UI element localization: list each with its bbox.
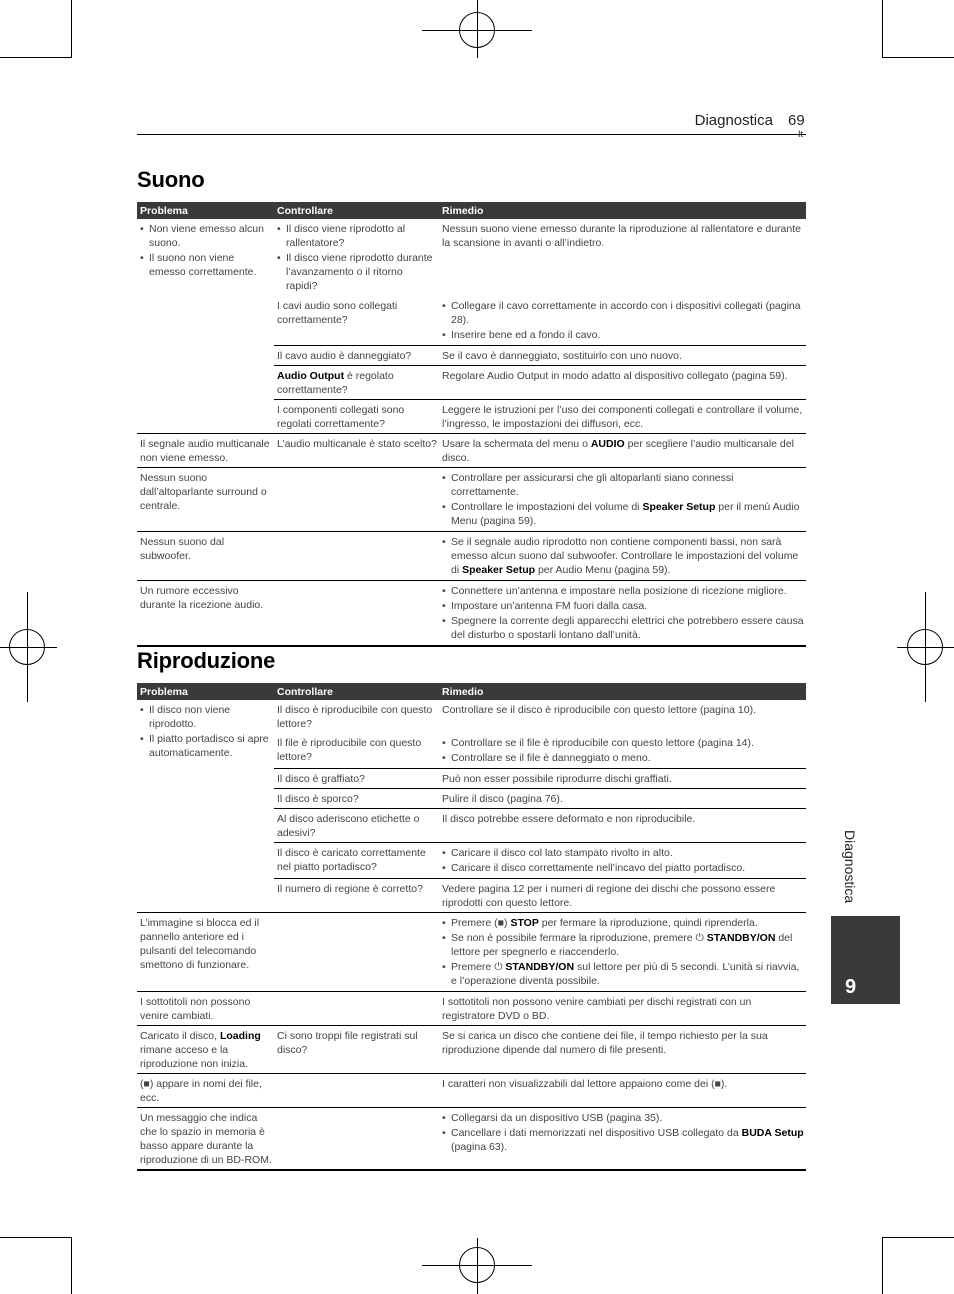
remedy-cell: I sottotitoli non possono venire cambiati per dischi registrati con un registratore DVD o BD.: [439, 992, 806, 1026]
check-cell: [274, 581, 439, 647]
list-item: • Il disco non viene riprodotto.: [140, 703, 272, 731]
remedy-cell: [439, 733, 806, 769]
setting-name: Speaker Setup: [642, 501, 716, 513]
remedy-text: Usare la schermata del menu o: [442, 438, 591, 450]
col-header-problem: Problema: [137, 683, 274, 700]
problem-cell: (■) appare in nomi dei file, ecc.: [137, 1074, 274, 1108]
col-header-remedy: Rimedio: [439, 683, 806, 700]
sound-table: [137, 202, 806, 647]
button-name: STANDBY/ON: [505, 961, 575, 973]
crop-mark: [71, 0, 72, 58]
problem-text: Caricato il disco,: [140, 1030, 220, 1042]
table-row: [137, 700, 806, 733]
remedy-cell: Se si carica un disco che contiene dei file, il tempo richiesto per la sua riproduzione dipende dal numero di file presenti.: [439, 1026, 806, 1074]
col-header-check: Controllare: [274, 683, 439, 700]
remedy-text: Premere (: [451, 917, 498, 929]
table-row: [137, 1074, 806, 1108]
table-row: [137, 434, 806, 468]
remedy-cell: Se il cavo è danneggiato, sostituirlo con uno nuovo.: [439, 346, 806, 366]
check-cell: Ci sono troppi file registrati sul disco?: [274, 1026, 439, 1074]
check-cell: Il disco è graffiato?: [274, 769, 439, 789]
check-cell: Al disco aderiscono etichette o adesivi?: [274, 809, 439, 843]
problem-cell: [137, 700, 274, 913]
table-header-row: [137, 202, 806, 219]
problem-cell: Un messaggio che indica che lo spazio in memoria è basso appare durante la riproduzione di un BD-ROM.: [137, 1108, 274, 1171]
table-row: [137, 532, 806, 581]
col-header-remedy: Rimedio: [439, 202, 806, 219]
check-cell: I componenti collegati sono regolati correttamente?: [274, 400, 439, 434]
remedy-text: per scegliere l’audio multicanale del disco.: [442, 438, 794, 464]
remedy-cell: [439, 296, 806, 346]
power-icon: ⏻: [695, 932, 704, 944]
list-item: • Connettere un’antenna e impostare nella posizione di ricezione migliore.: [442, 584, 804, 598]
crop-mark: [0, 57, 72, 58]
list-item: • Caricare il disco col lato stampato rivolto in alto.: [442, 846, 804, 860]
remedy-text: sul lettore per più di 5 secondi. L’unità si riavvia, e l’operazione diventa possibile.: [451, 961, 800, 987]
list-item: [442, 916, 804, 930]
check-cell: I cavi audio sono collegati correttamente?: [277, 300, 398, 326]
remedy-text: ): [504, 917, 511, 929]
remedy-cell: [439, 1108, 806, 1171]
section-title-playback: Riproduzione: [137, 648, 276, 673]
list-item: • Collegarsi da un dispositivo USB (pagina 35).: [442, 1111, 804, 1125]
check-cell: [274, 219, 439, 296]
page-number: 69: [788, 112, 805, 129]
remedy-text: per il menù Audio Menu (pagina 59).: [451, 501, 800, 527]
check-cell: Il disco è caricato correttamente nel piatto portadisco?: [274, 843, 439, 879]
check-cell: [274, 913, 439, 992]
list-item: • Impostare un’antenna FM fuori dalla casa.: [442, 599, 804, 613]
list-item: • Il disco viene riprodotto durante l’avanzamento o il ritorno rapidi?: [277, 251, 437, 293]
remedy-text: del lettore per spegnerlo e riaccenderlo.: [451, 932, 793, 958]
check-cell: L’audio multicanale è stato scelto?: [274, 434, 439, 468]
setting-name: BUDA Setup: [741, 1127, 804, 1139]
crop-mark: [882, 1237, 883, 1294]
chapter-number: 9: [845, 976, 857, 998]
check-cell: Il cavo audio è danneggiato?: [274, 346, 439, 366]
crop-mark: [0, 1237, 72, 1238]
problem-cell: Il segnale audio multicanale non viene emesso.: [137, 434, 274, 468]
list-item: [442, 1126, 804, 1154]
remedy-text: (pagina 63).: [451, 1141, 508, 1153]
list-item: • Il suono non viene emesso correttamente.: [140, 251, 272, 279]
list-item: • Spegnere la corrente degli apparecchi elettrici che potrebbero essere causa del disturbo o spostarli lontano dall’unità.: [442, 614, 804, 642]
remedy-cell: Pulire il disco (pagina 76).: [439, 789, 806, 809]
header-title: Diagnostica: [694, 112, 773, 129]
playback-table: [137, 683, 806, 1171]
check-cell: Il disco è sporco?: [274, 789, 439, 809]
table-row: [137, 913, 806, 992]
problem-cell: Nessun suono dall’altoparlante surround o centrale.: [137, 468, 274, 532]
list-item: • Inserire bene ed a fondo il cavo.: [442, 328, 804, 342]
remedy-text: Cancellare i dati memorizzati nel dispositivo USB collegato da: [451, 1127, 742, 1139]
chapter-tab: [831, 916, 900, 1004]
list-item: [442, 960, 804, 988]
check-cell: [274, 468, 439, 532]
registration-circle: [9, 629, 45, 665]
remedy-text: per fermare la riproduzione, quindi riprenderla.: [538, 917, 758, 929]
button-name: STOP: [510, 917, 539, 929]
remedy-cell: Vedere pagina 12 per i numeri di regione dei dischi che possono essere riprodotti con questo lettore.: [439, 879, 806, 913]
remedy-cell: I caratteri non visualizzabili dal lettore appaiono come dei (■).: [439, 1074, 806, 1108]
problem-cell: I sottotitoli non possono venire cambiati.: [137, 992, 274, 1026]
check-cell: [274, 532, 439, 581]
stop-icon: ■: [497, 917, 505, 929]
col-header-problem: Problema: [137, 202, 274, 219]
remedy-cell: Controllare se il disco è riproducibile con questo lettore (pagina 10).: [442, 704, 757, 716]
problem-cell: Un rumore eccessivo durante la ricezione audio.: [137, 581, 274, 647]
list-item: • Caricare il disco correttamente nell’incavo del piatto portadisco.: [442, 861, 804, 875]
table-row: [137, 468, 806, 532]
registration-circle: [907, 629, 943, 665]
table-row: [137, 1108, 806, 1171]
problem-cell: Nessun suono dal subwoofer.: [137, 532, 274, 581]
list-item: • Il piatto portadisco si apre automaticamente.: [140, 732, 272, 760]
remedy-cell: Il disco potrebbe essere deformato e non riproducibile.: [439, 809, 806, 843]
check-cell: [274, 1074, 439, 1108]
remedy-cell: [439, 532, 806, 581]
remedy-cell: [439, 843, 806, 879]
list-item: • Controllare se il file è danneggiato o meno.: [442, 751, 804, 765]
list-item: • Il disco viene riprodotto al rallentatore?: [277, 222, 437, 250]
remedy-cell: [439, 913, 806, 992]
list-item: [442, 931, 804, 959]
problem-text: rimane acceso e la riproduzione non inizia.: [140, 1044, 248, 1070]
display-message: Loading: [219, 1030, 261, 1042]
remedy-text: per Audio Menu (pagina 59).: [535, 564, 671, 576]
crop-mark: [71, 1237, 72, 1294]
list-item: • Controllare per assicurarsi che gli altoparlanti siano connessi correttamente.: [442, 471, 804, 499]
remedy-cell: Leggere le istruzioni per l’uso dei componenti collegati e controllare il volume, l’ingresso, le impostazioni dei diffusori, ecc.: [439, 400, 806, 434]
setting-name: Speaker Setup: [462, 564, 536, 576]
remedy-cell: Regolare Audio Output in modo adatto al dispositivo collegato (pagina 59).: [439, 366, 806, 400]
registration-circle: [459, 1247, 495, 1283]
power-icon: ⏻: [494, 961, 503, 973]
table-row: [137, 1026, 806, 1074]
remedy-cell: Nessun suono viene emesso durante la riproduzione al rallentatore e durante la scansione in avanti o all’indietro.: [442, 223, 801, 249]
setting-name: Audio Output: [277, 370, 345, 382]
table-row: [137, 992, 806, 1026]
crop-mark: [882, 0, 883, 58]
header-rule: [137, 134, 806, 135]
remedy-text: Se il segnale audio riprodotto non contiene componenti bassi, non sarà emesso alcun suono dal subwoofer. Controllare le impostazioni del volume di: [451, 536, 799, 576]
remedy-text: Premere: [451, 961, 495, 973]
check-cell: Il file è riproducibile con questo lettore?: [277, 737, 422, 763]
table-header-row: [137, 683, 806, 700]
list-item: [442, 500, 804, 528]
crop-mark: [882, 1237, 954, 1238]
registration-circle: [459, 12, 495, 48]
check-cell: Il numero di regione è corretto?: [274, 879, 439, 913]
check-cell: Il disco è riproducibile con questo lettore?: [277, 704, 433, 730]
problem-cell: L’immagine si blocca ed il pannello anteriore ed i pulsanti del telecomando smettono di funzionare.: [137, 913, 274, 992]
remedy-text: Se non è possibile fermare la riproduzione, premere: [451, 932, 696, 944]
list-item: • Controllare se il file è riproducibile con questo lettore (pagina 14).: [442, 736, 804, 750]
button-name: AUDIO: [590, 438, 625, 450]
table-row: [137, 219, 806, 296]
remedy-cell: Può non esser possibile riprodurre dischi graffiati.: [439, 769, 806, 789]
list-item: • Non viene emesso alcun suono.: [140, 222, 272, 250]
col-header-check: Controllare: [274, 202, 439, 219]
remedy-cell: [439, 581, 806, 647]
problem-cell: [137, 1026, 274, 1074]
table-row: [137, 581, 806, 647]
list-item: [442, 535, 804, 577]
section-title-sound: Suono: [137, 167, 205, 192]
side-chapter-label: Diagnostica: [842, 830, 858, 904]
check-text: è regolato correttamente?: [277, 370, 394, 396]
remedy-cell: [439, 468, 806, 532]
check-cell: [274, 1108, 439, 1171]
problem-cell: [137, 219, 274, 434]
button-name: STANDBY/ON: [706, 932, 776, 944]
check-cell: [274, 366, 439, 400]
check-cell: [274, 992, 439, 1026]
remedy-text: Controllare le impostazioni del volume di: [451, 501, 643, 513]
crop-mark: [882, 57, 954, 58]
remedy-cell: [439, 434, 806, 468]
list-item: • Collegare il cavo correttamente in accordo con i dispositivi collegati (pagina 28).: [442, 299, 804, 327]
